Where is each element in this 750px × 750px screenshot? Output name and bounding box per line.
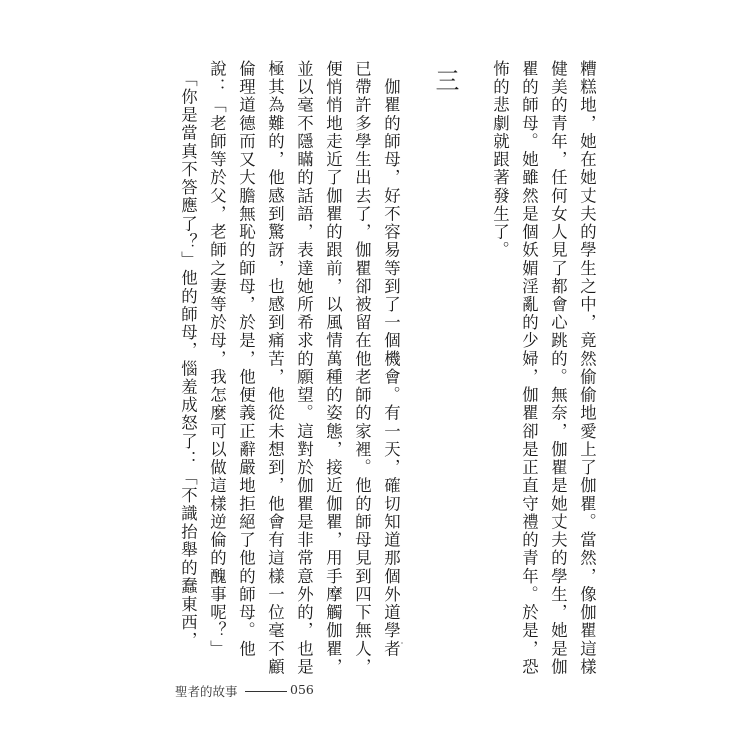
text-column: 「你是當真不答應了？」他的師母，惱羞成怒了：「不識抬舉的蠢東西， — [178, 60, 198, 650]
text-column: 糟糕地，她在她丈夫的學生之中，竟然偷偷地愛上了伽瞿。當然，像伽瞿這樣 — [577, 60, 597, 677]
text-column: 便悄悄地走近了伽瞿的跟前，以風情萬種的姿態，接近伽瞿，用手摩觸伽瞿， — [323, 60, 343, 677]
page-number: 056 — [290, 682, 314, 697]
footer-rule — [245, 691, 287, 692]
text-column: 瞿的師母。她雖然是個妖媚淫亂的少婦，伽瞿卻是正直守禮的青年。於是，恐 — [519, 60, 539, 677]
running-title: 聖者的故事 — [175, 684, 238, 699]
text-column: 怖的悲劇就跟著發生了。 — [490, 60, 510, 260]
page-speck — [401, 642, 403, 644]
chapter-number: 三 — [431, 68, 459, 92]
text-column: 極其為難的，他感到驚訝，也感到痛苦，他從未想到，他會有這樣一位毫不顧 — [265, 60, 285, 677]
text-column: 健美的青年，任何女人見了都會心跳的。無奈，伽瞿是她丈夫的學生，她是伽 — [548, 60, 568, 677]
text-column: 並以毫不隱瞞的話語，表達她所希求的願望。這對於伽瞿是非常意外的，也是 — [294, 60, 314, 677]
text-column: 已帶許多學生出去了，伽瞿卻被留在他老師的家裡。他的師母見到四下無人， — [352, 60, 372, 677]
page-footer — [0, 682, 750, 702]
text-column: 說：「老師等於父，老師之妻等於母，我怎麼可以做這樣逆倫的醜事呢？」 — [207, 60, 227, 658]
text-column: 倫理道德而又大膽無恥的師母，於是，他便義正辭嚴地拒絕了他的師母。他 — [236, 60, 256, 658]
text-column: 伽瞿的師母，好不容易等到了一個機會。有一天，確切知道那個外道學者 — [381, 60, 401, 658]
